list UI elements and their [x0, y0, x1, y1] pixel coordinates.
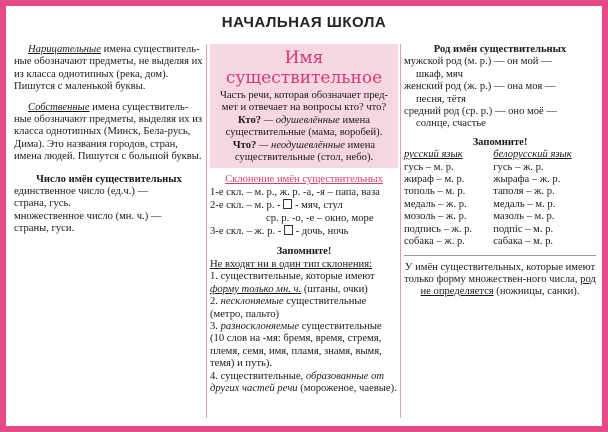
table-cell: мазоль – м. р. — [493, 211, 555, 223]
declension-line: ср. р. -о, -е – окно, море — [266, 212, 374, 224]
item-term: несклоняемые — [220, 296, 284, 308]
remember-heading: Запомните! — [276, 246, 332, 258]
gender-title: Род имён существительных — [433, 44, 567, 55]
gender-line: средний род (ср. р.) — оно моё — — [404, 106, 557, 118]
item-number: 1. — [210, 271, 218, 283]
table-cell: сабака – м. р. — [493, 236, 554, 248]
gender-line: мужской род (м. р.) — он мой — — [404, 56, 552, 68]
column-divider — [206, 44, 207, 418]
declension-line — [210, 225, 398, 238]
exception-item — [210, 371, 398, 396]
declension-text: 3-е скл. – ж. р. - — [210, 226, 284, 238]
table-cell: таполя – ж. р. — [493, 186, 555, 198]
common-nouns-text: имена существитель-ные обозначают предметы, не выделяя их из класса однотипных (река, дом). Пишутся с маленькой буквы. — [14, 44, 203, 93]
question-what: Что? — [232, 139, 257, 151]
table-cell: жираф – м. р. — [404, 174, 465, 186]
column-header-belarusian: белорусский язык — [493, 149, 572, 161]
exception-item — [210, 296, 398, 321]
item-term: образованные от других частей речи — [210, 370, 385, 394]
gender-line: шкаф, мяч — [416, 68, 463, 80]
declension-text: - дочь, ночь — [292, 226, 349, 238]
no-declension-title: Не входят ни в один тип склонения: — [210, 258, 373, 270]
table-cell: медаль – м. р. — [493, 198, 556, 210]
table-header-row — [404, 149, 596, 161]
item-text: (мороженое, чаевые). — [297, 382, 397, 394]
noun-title: Имя существительное — [225, 48, 383, 88]
definition-line: Часть речи, которая обозначает пред- — [219, 90, 389, 101]
exception-item — [210, 321, 398, 371]
proper-nouns-text: имена существитель-ные обозначают предметы, выделяя их из класса однотипных (Минск, Бела-русь, Дима). Это названия городов, стран, имена людей. Пишутся с большой буквы. — [14, 101, 203, 163]
table-cell: жырафа – ж. р. — [493, 174, 561, 186]
page-header — [6, 6, 602, 36]
table-cell: гусь – ж. р. — [493, 161, 544, 173]
animate-line — [216, 115, 392, 140]
reference-sheet — [6, 6, 602, 426]
item-text: существительные (10 слов на -мя: бремя, время, стремя, племя, семя, имя, пламя, знамя, вымя, темя) и путь). — [210, 320, 382, 370]
declension-text: 2-е скл. – м. р. - — [210, 200, 284, 212]
divider — [404, 255, 596, 256]
item-number: 4. — [210, 370, 218, 382]
note-emphasis: род не определяется — [420, 273, 596, 298]
plural-note — [404, 262, 596, 299]
table-row — [404, 211, 596, 223]
definition-line: мет и отвечает на вопросы кто? что? — [221, 102, 387, 114]
item-text: (штаны, очки) — [301, 283, 368, 295]
right-column — [404, 44, 596, 418]
table-row — [404, 199, 596, 211]
number-line: единственное число (ед.ч.) — — [14, 186, 149, 198]
table-cell: подпись – ж. р. — [404, 223, 473, 235]
term-common: Нарицательные — [28, 44, 101, 55]
note-text: (ножницы, санки). — [493, 286, 580, 298]
remember-heading: Запомните! — [472, 136, 528, 148]
inanimate-term: — неодушевлённые — [256, 139, 345, 151]
table-cell: тополь – м. р. — [404, 186, 466, 198]
gender-line: песня, тётя — [416, 93, 466, 105]
number-line: страна, гусь. — [14, 198, 71, 210]
animate-term: — одушевлённые — [261, 114, 340, 126]
item-text: существительные, — [220, 370, 306, 382]
table-cell: подпіс – м. р. — [493, 223, 554, 235]
inanimate-line — [216, 140, 392, 165]
term-proper: Собственные — [28, 101, 90, 113]
number-line: страны, гуси. — [14, 223, 75, 235]
table-row — [404, 186, 596, 198]
animate-text: имена существительные (мама, воробей). — [225, 114, 383, 139]
inanimate-text: имена существительные (стол, небо). — [234, 139, 376, 164]
declension-text: - мяч, стул — [292, 200, 343, 212]
exception-item — [210, 271, 398, 296]
item-text: существительные, которые имеют — [220, 271, 375, 283]
empty-ending-icon — [284, 225, 293, 235]
table-row — [404, 162, 596, 174]
table-row — [404, 174, 596, 186]
column-divider — [400, 44, 401, 418]
item-number: 3. — [210, 320, 218, 332]
table-cell: собака – ж. р. — [404, 236, 465, 248]
declension-line — [210, 199, 398, 212]
gender-line: женский род (ж. р.) — она моя — — [404, 81, 556, 93]
middle-column — [210, 44, 398, 418]
definition-box — [210, 44, 398, 168]
table-row — [404, 236, 596, 248]
page-title: НАЧАЛЬНАЯ ШКОЛА — [221, 14, 387, 31]
note-text: У имён существительных, которые имеют только форму множествен-ного числа, — [404, 261, 596, 285]
declension-title: Склонение имён существительных — [225, 174, 383, 186]
table-cell: медаль – ж. р. — [404, 198, 467, 210]
table-row — [404, 224, 596, 236]
left-column — [14, 44, 204, 418]
item-term: форму только мн. ч. — [210, 283, 302, 295]
number-line: множественное число (мн. ч.) — — [14, 210, 162, 222]
table-cell: гусь – м. р. — [404, 161, 454, 173]
item-number: 2. — [210, 296, 218, 308]
question-who: Кто? — [238, 114, 262, 126]
common-nouns-paragraph — [14, 44, 204, 94]
empty-ending-icon — [283, 199, 292, 209]
table-cell: мозоль – ж. р. — [404, 211, 467, 223]
number-title: Число имён существительных — [36, 173, 182, 185]
item-term: разносклоняемые — [220, 320, 300, 332]
column-header-russian: русский язык — [404, 149, 463, 161]
gender-line: солнце, счастье — [416, 118, 486, 130]
declension-line: 1-е скл. – м. р., ж. р. -а, -я – папа, ваза — [210, 186, 380, 198]
proper-nouns-paragraph — [14, 102, 204, 164]
item-text: существительные (метро, пальто) — [210, 296, 367, 320]
language-comparison-table — [404, 149, 596, 248]
